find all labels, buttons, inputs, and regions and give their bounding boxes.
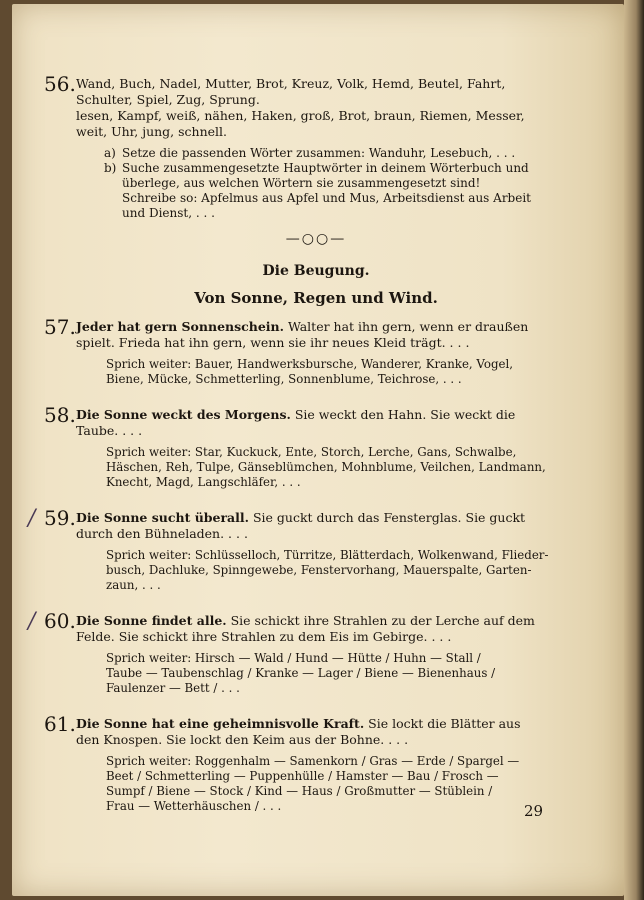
- prompt-line: Frau — Wetterhäuschen / . . .: [106, 799, 282, 813]
- ornament-divider: —○○—: [285, 231, 347, 247]
- word-list-line: Schulter, Spiel, Zug, Sprung.: [76, 92, 260, 107]
- page-content: [28, 72, 556, 834]
- task-list: [104, 146, 556, 221]
- prompt-line: Biene, Mücke, Schmetterling, Sonnenblume, Teichrose, . . .: [106, 372, 462, 386]
- task-label: b): [104, 161, 117, 175]
- exercise-text-line: [76, 613, 556, 629]
- exercise-58: [44, 403, 556, 490]
- exercise-61: [44, 712, 556, 814]
- prompt-line: Häschen, Reh, Tulpe, Gänseblümchen, Mohnblume, Veilchen, Landmann,: [106, 460, 546, 474]
- prompt-line: Sprich weiter: Bauer, Handwerksbursche, Wanderer, Kranke, Vogel,: [106, 357, 514, 371]
- prompt-line: Sprich weiter: Roggenhalm — Samenkorn / Gras — Erde / Spargel —: [106, 754, 520, 768]
- exercise-text-line: durch den Bühneladen. . . .: [76, 526, 248, 541]
- prompt-line: zaun, . . .: [106, 578, 161, 592]
- exercise-text-line: [76, 407, 556, 423]
- exercise-text-line: spielt. Frieda hat ihn gern, wenn sie ihr neues Kleid trägt. . . .: [76, 335, 470, 350]
- section-title: Die Beugung.: [262, 263, 370, 279]
- exercise-57: [44, 315, 556, 387]
- task-text: Suche zusammengesetzte Hauptwörter in deinem Wörterbuch und: [122, 161, 529, 175]
- speak-further-prompt: [106, 445, 556, 490]
- section-subtitle: Von Sonne, Regen und Wind.: [194, 289, 438, 307]
- exercise-text: Walter hat ihn gern, wenn er draußen: [284, 319, 529, 334]
- prompt-line: Taube — Taubenschlag / Kranke — Lager / Biene — Bienenhaus /: [106, 666, 496, 680]
- exercise-lead: Die Sonne hat eine geheimnisvolle Kraft.: [76, 716, 365, 731]
- exercise-lead: Die Sonne weckt des Morgens.: [76, 407, 291, 422]
- exercise-text: Sie schickt ihre Strahlen zu der Lerche auf dem: [226, 613, 535, 628]
- word-list-line: lesen, Kampf, weiß, nähen, Haken, groß, Brot, braun, Riemen, Messer,: [76, 108, 525, 123]
- task-text: und Dienst, . . .: [122, 206, 215, 220]
- page-number: 29: [524, 802, 544, 820]
- book-spine-edge: [624, 0, 644, 900]
- task-b: [104, 161, 556, 221]
- speak-further-prompt: [106, 548, 556, 593]
- handwritten-pencil-mark: /: [28, 506, 36, 531]
- task-label: a): [104, 146, 116, 160]
- handwritten-pencil-mark: /: [28, 609, 36, 634]
- exercise-text-line: Felde. Sie schickt ihre Strahlen zu dem Eis im Gebirge. . . .: [76, 629, 452, 644]
- prompt-line: busch, Dachluke, Spinngewebe, Fenstervorhang, Mauerspalte, Garten-: [106, 563, 532, 577]
- task-text: Schreibe so: Apfelmus aus Apfel und Mus, Arbeitsdienst aus Arbeit: [122, 191, 531, 205]
- speak-further-prompt: [106, 357, 556, 387]
- exercise-text-line: [76, 319, 556, 335]
- exercise-text-line: Taube. . . .: [76, 423, 143, 438]
- exercise-number: 57.: [44, 315, 76, 339]
- prompt-line: Sumpf / Biene — Stock / Kind — Haus / Großmutter — Stüblein /: [106, 784, 493, 798]
- prompt-line: Sprich weiter: Star, Kuckuck, Ente, Storch, Lerche, Gans, Schwalbe,: [106, 445, 517, 459]
- book-page: [12, 4, 624, 896]
- task-text: überlege, aus welchen Wörtern sie zusammengesetzt sind!: [122, 176, 481, 190]
- prompt-line: Sprich weiter: Hirsch — Wald / Hund — Hütte / Huhn — Stall /: [106, 651, 481, 665]
- prompt-line: Knecht, Magd, Langschläfer, . . .: [106, 475, 301, 489]
- exercise-number: 58.: [44, 403, 76, 427]
- exercise-text-line: [76, 510, 556, 526]
- exercise-text-line: [76, 716, 556, 732]
- exercise-text: Sie weckt den Hahn. Sie weckt die: [290, 407, 516, 422]
- prompt-line: Sprich weiter: Schlüsselloch, Türritze, Blätterdach, Wolkenwand, Flieder-: [106, 548, 549, 562]
- exercise-60: [28, 609, 556, 696]
- exercise-number: 59.: [44, 506, 76, 530]
- task-text: Setze die passenden Wörter zusammen: Wanduhr, Lesebuch, . . .: [122, 146, 516, 160]
- exercise-lead: Die Sonne findet alle.: [76, 613, 227, 628]
- exercise-lead: Jeder hat gern Sonnenschein.: [76, 319, 284, 334]
- exercise-number: 61.: [44, 712, 76, 736]
- exercise-number: 60.: [44, 609, 76, 633]
- prompt-line: Faulenzer — Bett / . . .: [106, 681, 240, 695]
- exercise-56: [44, 72, 556, 221]
- speak-further-prompt: [106, 754, 556, 814]
- word-list-line: weit, Uhr, jung, schnell.: [76, 124, 228, 139]
- exercise-text: Sie lockt die Blätter aus: [364, 716, 521, 731]
- task-a: [104, 146, 556, 161]
- speak-further-prompt: [106, 651, 556, 696]
- prompt-line: Beet / Schmetterling — Puppenhülle / Hamster — Bau / Frosch —: [106, 769, 499, 783]
- exercise-text-line: den Knospen. Sie lockt den Keim aus der Bohne. . . .: [76, 732, 409, 747]
- exercise-59: [28, 506, 556, 593]
- exercise-text: Sie guckt durch das Fensterglas. Sie guckt: [249, 510, 526, 525]
- exercise-lead: Die Sonne sucht überall.: [76, 510, 250, 525]
- word-list-line: Wand, Buch, Nadel, Mutter, Brot, Kreuz, Volk, Hemd, Beutel, Fahrt,: [76, 76, 506, 91]
- exercise-number: 56.: [44, 72, 76, 96]
